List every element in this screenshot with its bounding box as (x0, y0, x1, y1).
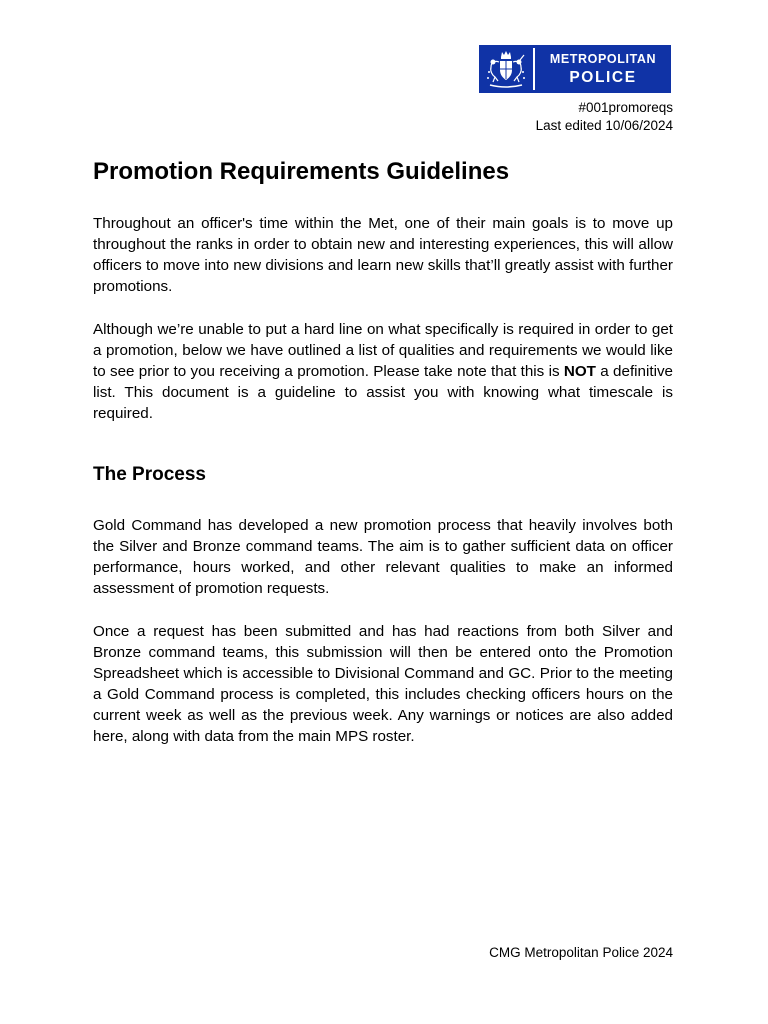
disclaimer-text-end: a definitive list. This document is a guideline to assist you with knowing what timescale is required. (93, 363, 673, 422)
logo-line-metropolitan: METROPOLITAN (549, 52, 657, 66)
royal-crest-icon (479, 45, 533, 93)
page-title: Promotion Requirements Guidelines (93, 158, 510, 185)
logo-wordmark (535, 45, 671, 93)
intro-paragraph: Throughout an officer's time within the Met, one of their main goals is to move up throughout the ranks in order to obtain new and interesting experiences, this will allow officers to move into new divisions and learn new skills that’ll greatly assist with further promotions. (93, 215, 673, 295)
footer-text: CMG Metropolitan Police 2024 (489, 945, 673, 960)
document-id: #001promoreqs (578, 100, 673, 115)
process-paragraph-2: Once a request has been submitted and has had reactions from both Silver and Bronze command teams, this submission will then be entered onto the Promotion Spreadsheet which is accessible to Divisional Command and GC. Prior to the meeting a Gold Command process is completed, this includes checking officers hours on the current week as well as the previous week. Any warnings or notices are also added here, along with data from the main MPS roster. (93, 623, 673, 745)
last-edited-date: Last edited 10/06/2024 (535, 118, 673, 133)
document-meta (536, 99, 673, 135)
process-paragraph-1: Gold Command has developed a new promotion process that heavily involves both the Silver and Bronze command teams. The aim is to gather sufficient data on officer performance, hours worked, and other relevant qualities to make an informed assessment of promotion requests. (93, 517, 673, 597)
section-heading-process: The Process (93, 464, 206, 485)
logo-line-police: POLICE (569, 68, 637, 86)
disclaimer-emphasis: NOT (563, 363, 596, 380)
disclaimer-paragraph (93, 319, 673, 424)
disclaimer-text-start: Although we’re unable to put a hard line on what specifically is required in order to get a promotion, below we have outlined a list of qualities and requirements we would like to see prior to you receiving a promotion. Please take note that this is (93, 321, 673, 380)
met-police-logo (479, 45, 671, 93)
